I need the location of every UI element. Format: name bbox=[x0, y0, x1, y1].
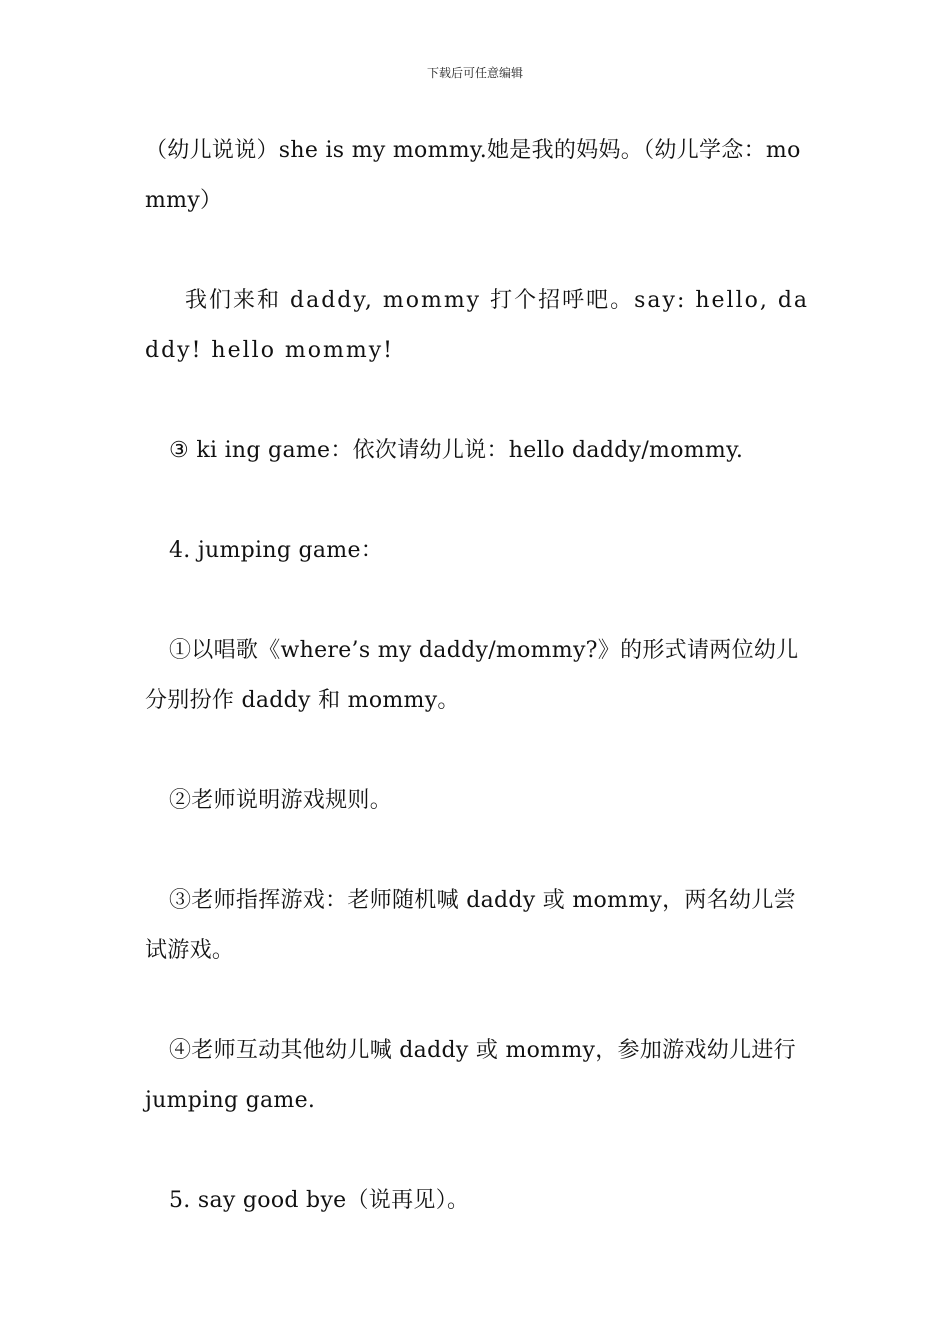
paragraph-spacer bbox=[145, 1126, 810, 1176]
paragraph-spacer bbox=[145, 976, 810, 1026]
paragraph-step-2: ②老师说明游戏规则。 bbox=[169, 788, 393, 813]
paragraph-spacer bbox=[145, 376, 810, 426]
paragraph-kissing-game: ③ ki ing game：依次请幼儿说：hello daddy/mommy. bbox=[169, 438, 744, 463]
paragraph-intro: （幼儿说说）she is my mommy.她是我的妈妈。（幼儿学念：mommy） bbox=[145, 138, 801, 213]
paragraph-step-3: ③老师指挥游戏：老师随机喊 daddy 或 mommy，两名幼儿尝试游戏。 bbox=[145, 888, 796, 963]
paragraph-spacer bbox=[145, 826, 810, 876]
paragraph-spacer bbox=[145, 476, 810, 526]
paragraph-spacer bbox=[145, 226, 810, 276]
document-body bbox=[145, 126, 810, 1226]
page-header: 下载后可任意编辑 bbox=[426, 66, 523, 80]
paragraph-greeting: 我们来和 daddy, mommy 打个招呼吧。say: hello, daddy! hello mommy! bbox=[145, 288, 810, 363]
paragraph-good-bye: 5. say good bye（说再见）。 bbox=[169, 1188, 470, 1213]
paragraph-step-1: ①以唱歌《where’s my daddy/mommy?》的形式请两位幼儿分别扮作 daddy 和 mommy。 bbox=[145, 638, 799, 713]
paragraph-step-4: ④老师互动其他幼儿喊 daddy 或 mommy，参加游戏幼儿进行 jumping game. bbox=[145, 1038, 796, 1113]
paragraph-spacer bbox=[145, 726, 810, 776]
paragraph-spacer bbox=[145, 576, 810, 626]
paragraph-jumping-game-heading: 4. jumping game： bbox=[169, 538, 384, 563]
